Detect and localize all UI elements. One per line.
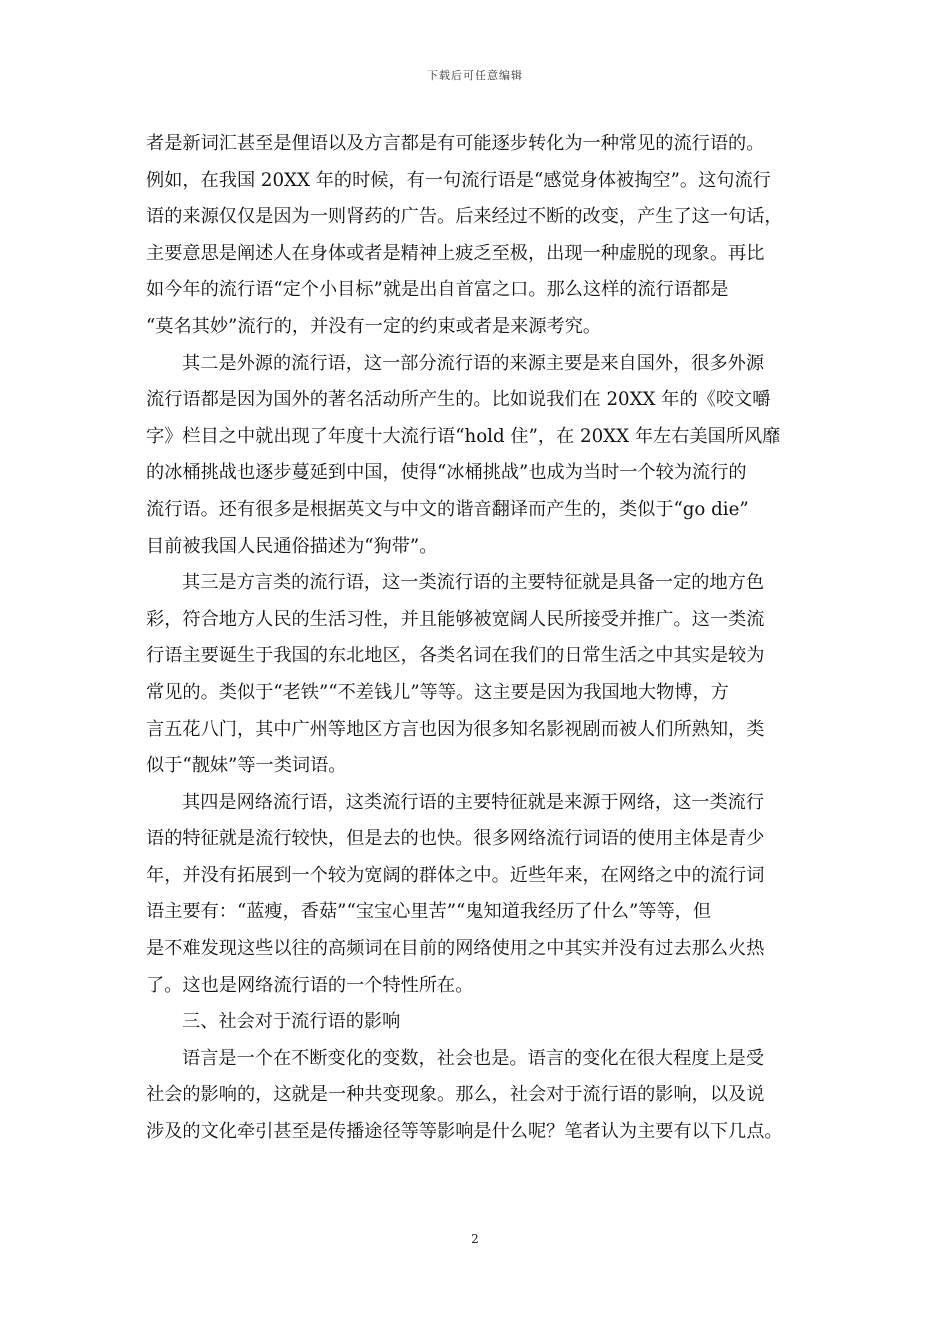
text-line: 语的特征就是流行较快，但是去的也快。很多网络流行词语的使用主体是青少 — [146, 828, 765, 850]
text-line: 社会的影响的，这就是一种共变现象。那么，社会对于流行语的影响，以及说 — [146, 1084, 765, 1106]
text-line: 似于“靓妹”等一类词语。 — [146, 755, 347, 777]
document-body — [146, 126, 806, 1151]
text-line: 行语主要诞生于我国的东北地区，各类名词在我们的日常生活之中其实是较为 — [146, 645, 765, 667]
text-line: 者是新词汇甚至是俚语以及方言都是有可能逐步转化为一种常见的流行语的。 — [146, 133, 765, 154]
text-line: 主要意思是阐述人在身体或者是精神上疲乏至极，出现一种虚脱的现象。再比 — [146, 242, 765, 264]
text-line: 流行语。还有很多是根据英文与中文的谐音翻译而产生的，类似于“go die” — [146, 498, 749, 520]
page-number: 2 — [471, 1232, 479, 1246]
section-heading: 三、社会对于流行语的影响 — [182, 1011, 401, 1033]
text-line: 流行语都是因为国外的著名活动所产生的。比如说我们在 20XX 年的《咬文嚼 — [146, 389, 771, 411]
text-line: “莫名其妙”流行的，并没有一定的约束或者是来源考究。 — [146, 315, 602, 337]
paragraph-start-line: 其三是方言类的流行语，这一类流行语的主要特征就是具备一定的地方色 — [182, 572, 765, 594]
text-line: 彩，符合地方人民的生活习性，并且能够被宽阔人民所接受并推广。这一类流 — [146, 608, 765, 630]
text-line: 如今年的流行语“定个小目标”就是出自首富之口。那么这样的流行语都是 — [146, 279, 729, 301]
paragraph-start-line: 语言是一个在不断变化的变数，社会也是。语言的变化在很大程度上是受 — [182, 1047, 765, 1069]
text-line: 言五花八门，其中广州等地区方言也因为很多知名影视剧而被人们所熟知，类 — [146, 718, 765, 740]
text-line: 目前被我国人民通俗描述为“狗带”。 — [146, 535, 438, 557]
text-line: 常见的。类似于“老铁”“不差钱儿”等等。这主要是因为我国地大物博，方 — [146, 681, 729, 703]
text-line: 了。这也是网络流行语的一个特性所在。 — [146, 974, 474, 996]
text-line: 语主要有：“蓝瘦，香菇”“宝宝心里苦”“鬼知道我经历了什么”等等，但 — [146, 901, 712, 923]
text-line: 是不难发现这些以往的高频词在目前的网络使用之中其实并没有过去那么火热 — [146, 938, 765, 960]
paragraph-start-line: 其四是网络流行语，这类流行语的主要特征就是来源于网络，这一类流行 — [182, 791, 765, 813]
text-line: 的冰桶挑战也逐步蔓延到中国，使得“冰桶挑战”也成为当时一个较为流行的 — [146, 462, 747, 484]
text-line: 字》栏目之中就出现了年度十大流行语“hold 住”，在 20XX 年左右美国所风靡 — [146, 425, 781, 447]
page-header-note: 下载后可任意编辑 — [427, 69, 523, 82]
text-line: 例如，在我国 20XX 年的时候，有一句流行语是“感觉身体被掏空”。这句流行 — [146, 169, 771, 191]
text-line: 涉及的文化牵引甚至是传播途径等等影响是什么呢？笔者认为主要有以下几点。 — [146, 1121, 783, 1143]
text-line: 年，并没有拓展到一个较为宽阔的群体之中。近些年来，在网络之中的流行词 — [146, 864, 765, 886]
text-line: 语的来源仅仅是因为一则肾药的广告。后来经过不断的改变，产生了这一句话， — [146, 206, 783, 228]
paragraph-start-line: 其二是外源的流行语，这一部分流行语的来源主要是来自国外，很多外源 — [182, 352, 765, 374]
